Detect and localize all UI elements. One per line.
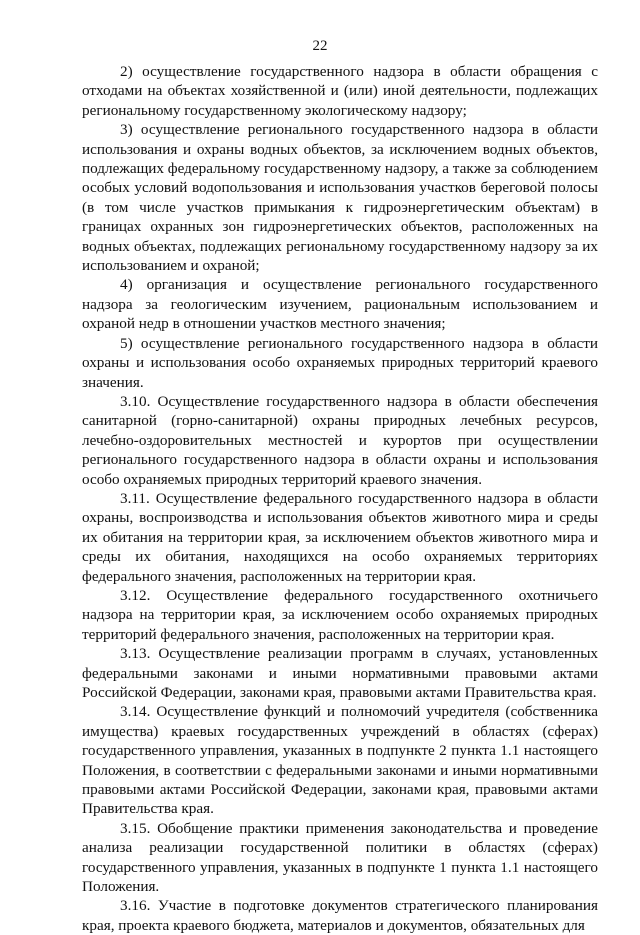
page-number: 22 (312, 38, 328, 54)
paragraph-item-5-protected-areas: 5) осуществление регионального государственного надзора в области охраны и использования особо охраняемых природных территорий краевого значения. (82, 334, 598, 391)
paragraph-3-12: 3.12. Осуществление федерального государственного охотничьего надзора на территории края, за исключением особо охраняемых природных территорий федерального значения, расположенных на территории края. (82, 586, 598, 643)
document-body (82, 62, 598, 935)
paragraph-3-13: 3.13. Осуществление реализации программ в случаях, установленных федеральными законами и иными нормативными правовыми актами Российской Федерации, законами края, правовыми актами Правительства края. (82, 645, 598, 701)
paragraph-3-14: 3.14. Осуществление функций и полномочий учредителя (собственника имущества) краевых государственных учреждений в областях (сферах) государственного управления, указанных в подпункте 2 пункта 1.1 настоящего Положения, в соответствии с федеральными законами и иными нормативными правовыми актами Российской Федерации, законами края, правовыми актами Правительства края. (82, 703, 598, 818)
paragraph-item-4-subsoil: 4) организация и осуществление регионального государственного надзора за геологическим изучением, рациональным использованием и охраной недр в отношении участков местного значения; (82, 276, 598, 333)
paragraph-3-15: 3.15. Обобщение практики применения законодательства и проведение анализа реализации государственной политики в областях (сферах) государственного управления, указанных в подпункте 1 пункта 1.1 настоящего Положения. (82, 819, 598, 896)
paragraph-item-2-waste: 2) осуществление государственного надзора в области обращения с отходами на объектах хозяйственной и (или) иной деятельности, подлежащих региональному государственному экологическому надзору; (82, 63, 598, 119)
paragraph-3-16: 3.16. Участие в подготовке документов стратегического планирования края, проекта краевого бюджета, материалов и документов, обязательных для (82, 897, 598, 934)
paragraph-item-3-water: 3) осуществление регионального государственного надзора в области использования и охраны водных объектов, за исключением водных объектов, подлежащих федеральному государственному надзору, а также за соблюдением особых условий водопользования и использования участков береговой полосы (в том числе участков примыкания к гидроэнергетическим объектам) в границах охранных зон гидроэнергетических объектов, расположенных на водных объектах, подлежащих региональному государственному надзору за их использованием и охраной; (82, 121, 598, 275)
paragraph-3-11: 3.11. Осуществление федерального государственного надзора в области охраны, воспроизводства и использования объектов животного мира и среды их обитания на территории края, за исключением объектов животного мира и среды их обитания, находящихся на особо охраняемых территориях федерального значения, расположенных на территории края. (82, 489, 598, 585)
paragraph-3-10: 3.10. Осуществление государственного надзора в области обеспечения санитарной (горно-санитарной) охраны природных лечебных ресурсов, лечебно-оздоровительных местностей и курортов при осуществлении регионального государственного надзора в области охраны и использования особо охраняемых природных территорий краевого значения. (82, 392, 598, 488)
